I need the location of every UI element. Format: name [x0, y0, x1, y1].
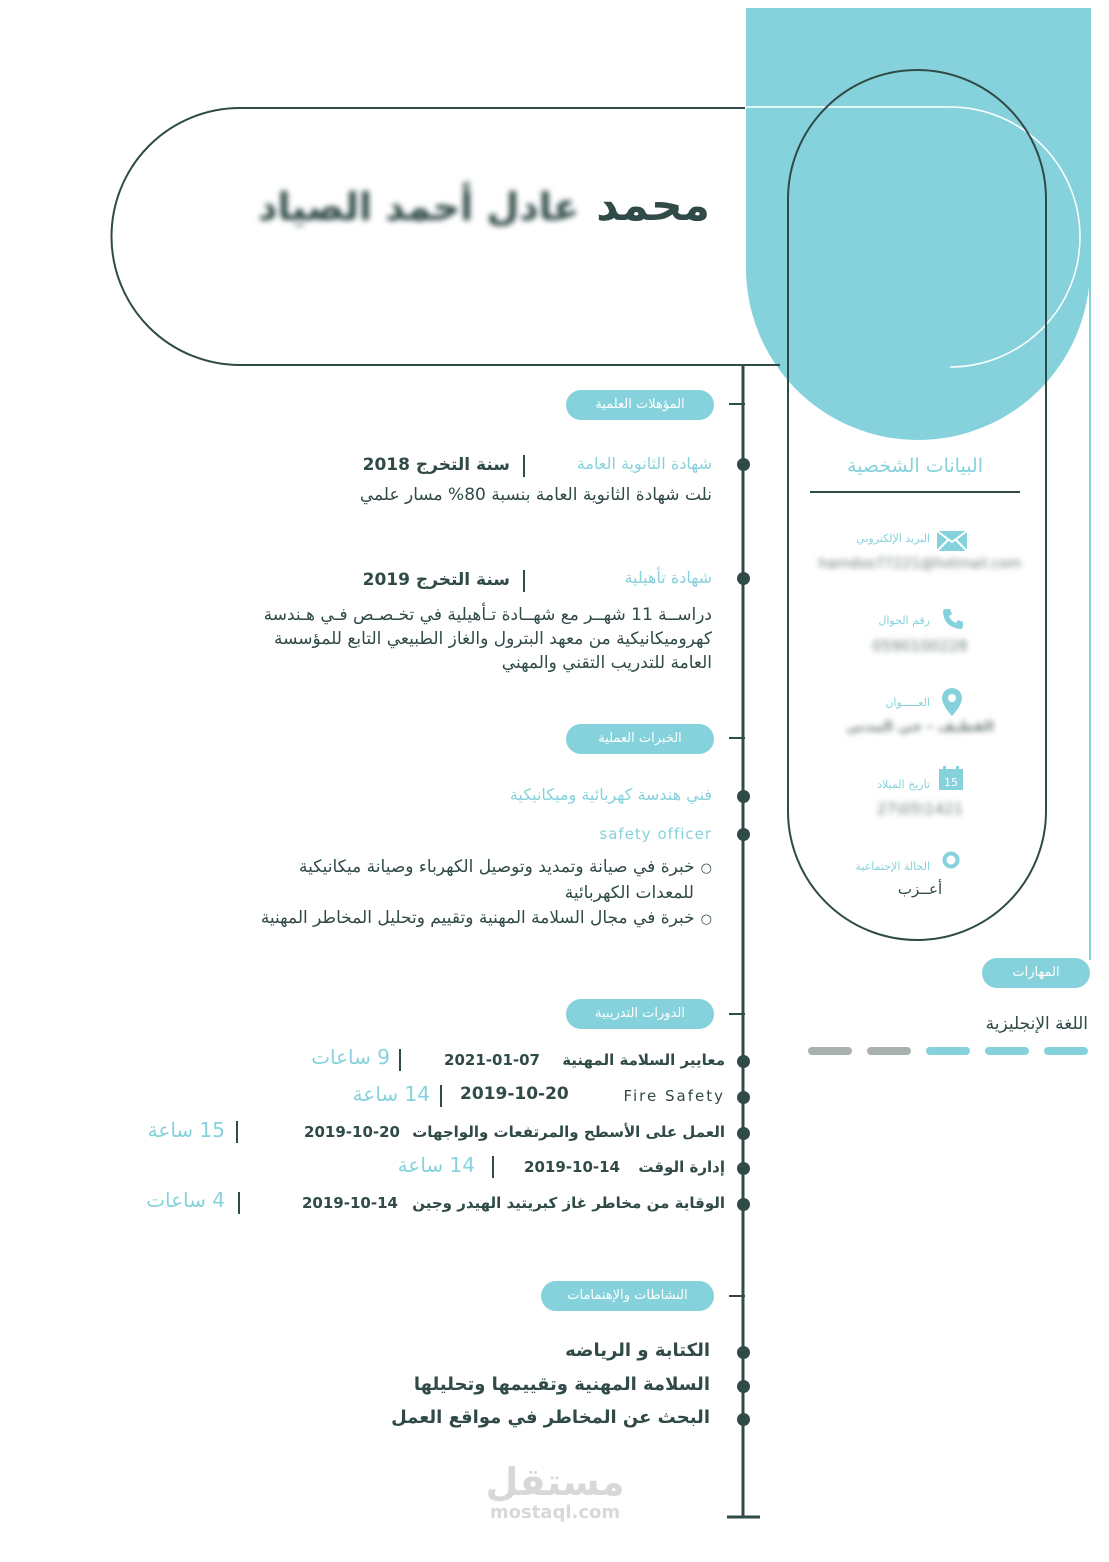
- course-hours: 15 ساعة: [147, 1118, 225, 1142]
- phone-value[interactable]: 0590100228: [872, 637, 968, 655]
- course-name: إدارة الوقت: [638, 1158, 725, 1176]
- activity-item: الكتابة و الرياضه: [565, 1340, 710, 1361]
- desc-line: العامة للتدريب التقني والمهني: [501, 653, 712, 673]
- timeline-dot: [737, 1055, 750, 1068]
- activities-title: النشاطات والإهتمامات: [541, 1281, 714, 1311]
- desc-line: دراســة 11 شهــر مع شهــادة تـأهيلية في تخـصـص فـي هـندسة: [263, 605, 712, 625]
- timeline-dot: [737, 458, 750, 471]
- activity-item: البحث عن المخاطر في مواقع العمل: [391, 1407, 710, 1428]
- timeline-dot: [737, 1380, 750, 1393]
- course-date: 2019-10-20: [304, 1123, 400, 1141]
- address-value: القطيف - حي المدني: [846, 719, 994, 735]
- phone-label: رقم الجوال: [878, 614, 930, 627]
- location-pin-icon: [940, 687, 964, 717]
- timeline-dot: [737, 1346, 750, 1359]
- timeline-dot: [737, 828, 750, 841]
- qualifications-title: المؤهلات العلمية: [566, 390, 714, 420]
- course-name: العمل على الأسطح والمرتفعات والواجهات: [412, 1123, 725, 1141]
- watermark-arabic: مستقل: [485, 1460, 625, 1504]
- timeline-dot: [737, 1198, 750, 1211]
- desc-line: كهروميكانيكية من معهد البترول والغاز الطبيعي التابع للمؤسسة: [274, 629, 712, 649]
- watermark: [470, 1462, 640, 1523]
- qual-2-name: شهادة تأهيلية: [624, 568, 712, 587]
- skills-title: المهارات: [982, 958, 1090, 988]
- timeline-dot: [737, 572, 750, 585]
- timeline-dot: [737, 1127, 750, 1140]
- exp-role-2: safety officer: [599, 825, 712, 843]
- course-hours: 4 ساعات: [146, 1188, 225, 1212]
- qual-2-year: سنة التخرج 2019: [362, 570, 510, 590]
- course-name: Fire Safety: [623, 1087, 725, 1105]
- qual-1-year: سنة التخرج 2018: [362, 455, 510, 475]
- name-header: [240, 180, 710, 240]
- skill-level-bar: [808, 1047, 1090, 1057]
- course-hours: 9 ساعات: [311, 1045, 390, 1069]
- status-ring-icon: [942, 851, 960, 869]
- envelope-icon: [936, 530, 968, 552]
- birth-label: تاريخ الميلاد: [877, 778, 930, 791]
- skill-level-segment: [867, 1047, 911, 1055]
- address-label: العـــــوان: [885, 696, 930, 709]
- experience-title: الخبرات العملية: [566, 724, 714, 754]
- personal-title: البيانات الشخصية: [846, 455, 983, 477]
- personal-title-underline: [810, 491, 1020, 493]
- timeline-dot: [737, 1091, 750, 1104]
- marital-value: أعــزب: [897, 880, 943, 898]
- list-item: للمعدات الكهربائية: [564, 883, 694, 903]
- first-name: محمد: [596, 180, 710, 231]
- skill-level-segment: [985, 1047, 1029, 1055]
- skill-level-segment: [926, 1047, 970, 1055]
- timeline-dot: [737, 790, 750, 803]
- phone-icon: [942, 608, 964, 630]
- bullet-mark: ○: [700, 912, 712, 927]
- qual-2-desc: [150, 603, 712, 675]
- bullet-mark: ○: [700, 861, 712, 876]
- courses-title: الدورات التدريبية: [566, 999, 714, 1029]
- course-date: 2019-10-14: [302, 1194, 398, 1212]
- calendar-day: 15: [944, 776, 958, 789]
- qual-1-desc: نلت شهادة الثانوية العامة بنسبة 80% مسار علمي: [359, 485, 712, 505]
- skill-level-segment: [808, 1047, 852, 1055]
- course-hours: 14 ساعة: [397, 1153, 475, 1177]
- qual-1-name: شهادة الثانوية العامة: [576, 454, 712, 473]
- last-name: عادل أحمد الصياد: [258, 185, 580, 229]
- course-name: معايير السلامة المهنية: [562, 1051, 725, 1069]
- birth-value: 27\05\1421: [876, 800, 964, 818]
- exp-bullets: [150, 855, 712, 932]
- course-name: الوقاية من مخاطر غاز كبريتيد الهيدر وجين: [412, 1194, 725, 1212]
- watermark-latin: mostaql.com: [489, 1502, 621, 1523]
- list-item: ○خبرة في مجال السلامة المهنية وتقييم وتحليل المخاطر المهنية: [260, 908, 712, 928]
- timeline-dot: [737, 1413, 750, 1426]
- course-date: 2019-10-14: [524, 1158, 620, 1176]
- skill-level-segment: [1044, 1047, 1088, 1055]
- calendar-icon: [938, 765, 964, 791]
- email-label: البريد الإلكتروني: [856, 532, 930, 545]
- teal-block: [746, 8, 1090, 440]
- list-item: ○خبرة في صيانة وتمديد وتوصيل الكهرباء وصيانة ميكانيكية: [298, 857, 712, 877]
- exp-role-1: فني هندسة كهربائية وميكانيكية: [509, 785, 712, 804]
- activity-item: السلامة المهنية وتقييمها وتحليلها: [413, 1374, 710, 1395]
- course-date: 2021-01-07: [444, 1051, 540, 1069]
- marital-label: الحالة الإجتماعية: [855, 860, 930, 873]
- skill-label: اللغة الإنجليزية: [985, 1014, 1088, 1034]
- email-value[interactable]: hamdoo77221@hotmail.com: [818, 556, 1022, 572]
- timeline-dot: [737, 1162, 750, 1175]
- course-date: 2019-10-20: [460, 1084, 569, 1104]
- course-hours: 14 ساعة: [352, 1082, 430, 1106]
